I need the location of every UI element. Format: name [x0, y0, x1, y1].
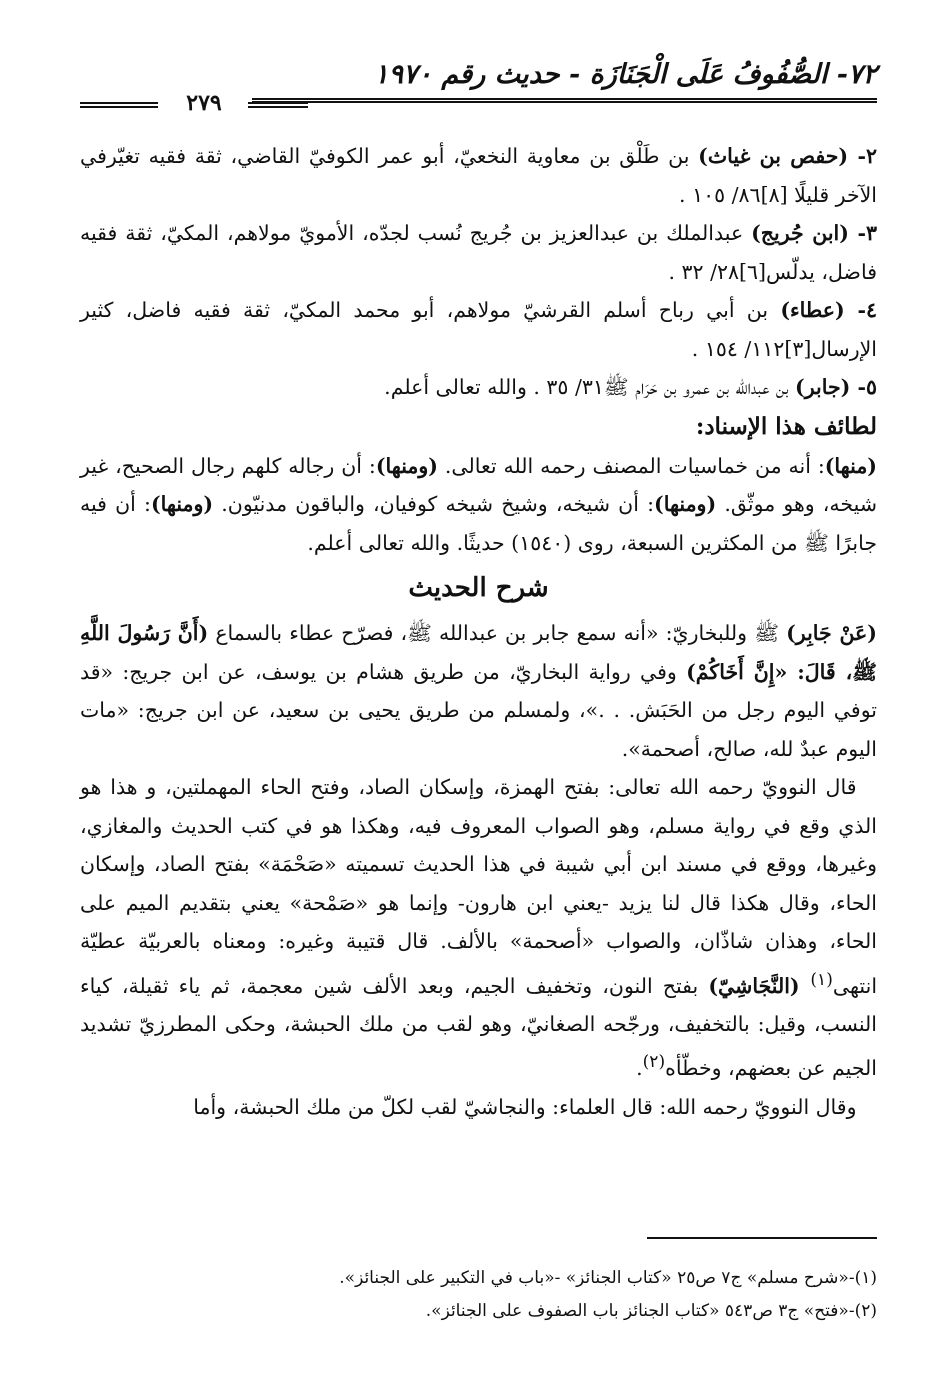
narrator-name: ٣- (ابن جُريج): [751, 221, 877, 245]
running-header-title: ٧٢- الصُّفُوفُ عَلَى الْجَنَازَة - حديث رقم ١٩٧٠: [373, 59, 877, 90]
isnad-heading: لطائف هذا الإسناد:: [695, 412, 877, 440]
header-rule: [80, 102, 158, 111]
isnad-paragraph: [80, 447, 877, 563]
sharh-heading: شرح الحديث: [408, 573, 549, 603]
narrator-name: ٤- (عطاء): [780, 298, 878, 322]
footnotes: [80, 1262, 877, 1328]
footnote-ref[interactable]: (١): [810, 969, 833, 990]
commentary-text: ﷺ وللبخاريّ: «أنه سمع جابر بن عبدالله ﷺ، فصرّح عطاء بالسماع: [208, 621, 787, 645]
point-label: (ومنها): [654, 492, 717, 516]
narrator-bio: بن طَلْق بن معاوية النخعيّ، أبو عمر الكوفيّ القاضي، ثقة فقيه تغيّرفي الآخر قليلًا [٨]٨٦/ ١٠٥ .: [80, 144, 877, 207]
narrator-bio: بن عبدالله بن عمرو بن حَرَام ﷺ٣١/ ٣٥ . والله تعالى أعلم.: [384, 375, 795, 399]
point-text: : أن رجاله كلهم رجال الصحيح، غير شيخه، وهو موثّق.: [80, 453, 878, 516]
footnote: (٢)-«فتح» ج٣ ص٥٤٣ «كتاب الجنائز باب الصفوف على الجنائز».: [425, 1301, 877, 1321]
footnote-divider: [647, 1237, 877, 1239]
narrator-name: ٥- (جابر): [795, 375, 877, 399]
point-label: (منها): [824, 453, 877, 478]
header-rule: [252, 98, 877, 106]
point-text: : أنه من خماسيات المصنف رحمه الله تعالى.: [437, 453, 825, 478]
header-rule: [248, 102, 308, 111]
footnote: (١)-«شرح مسلم» ج٧ ص٢٥ «كتاب الجنائز» -«باب في التكبير على الجنائز».: [339, 1268, 877, 1288]
sharh-paragraph: [80, 768, 877, 1088]
sharh-paragraph: [80, 614, 877, 768]
commentary-text: قال النوويّ رحمه الله تعالى: بفتح الهمزة، وإسكان الصاد، وفتح الحاء المهملتين، و هذا هو الذي وقع في رواية مسلم، وهو الصواب المعروف فيه، وهكذا هو في كتب الحديث والمغازي، وغيرها، ووقع في مسند ابن أبي شيبة في هذا الحديث تسميته «صَحْمَة» بفتح الصاد، وإسكان الحاء، وقال هكذا قال لنا يزيد -يعني ابن هارون- وإنما هو «صَمْحة» يعني بتقديم الميم على الحاء، وهذان شاذّان، والصواب «أصحمة» بالألف. قال قتيبة وغيره: ومعناه بالعربيّة عطيّة انتهى: [80, 775, 878, 998]
commentary-text: بفتح النون، وتخفيف الجيم، وبعد الألف شين معجمة، ثم ياء ثقيلة، كياء النسب، وقيل: بالتخفيف، ورجّحه الصغانيّ، وهو لقب من ملك الحبشة، وحكى المطرزيّ تشديد الجيم عن بعضهم، وخطّأه: [80, 973, 877, 1081]
point-text: : أن شيخه، وشيخ شيخه كوفيان، والباقون مدنيّون.: [213, 492, 654, 516]
hadith-quote: (عَنْ جَابِر): [786, 621, 877, 645]
main-text: [80, 137, 877, 1126]
narrator-name: ٢- (حفص بن غياث): [698, 144, 877, 168]
commentary-text: وفي رواية البخاريّ، من طريق هشام بن يوسف، عن ابن جريج: «قد توفي اليوم رجل من الحَبَش. . .»، ولمسلم من طريق يحيى بن سعيد، عن ابن جريج: «مات اليوم عبدٌ لله، صالح، أصحمة».: [80, 659, 877, 761]
narrator-entry: [80, 137, 877, 214]
sharh-paragraph: [80, 1088, 877, 1127]
hadith-quote: (النَّجَاشِيّ): [708, 973, 811, 998]
narrator-bio: بن أبي رباح أسلم القرشيّ مولاهم، أبو محمد المكيّ، ثقة فقيه فاضل، كثير الإرسال[٣]١١٢/ ١٥٤ .: [80, 298, 877, 361]
narrator-entry: [80, 214, 877, 291]
commentary-text: .: [636, 1056, 643, 1081]
point-text: : أن فيه جابرًا ﷺ من المكثرين السبعة، روى (١٥٤٠) حديثًا. والله تعالى أعلم.: [80, 492, 877, 555]
hadith-quote: (أَنَّ رَسُولَ اللَّهِ ﷺ، قَالَ: «إِنَّ أَخَاكُمْ): [80, 621, 877, 684]
narrator-entry: [80, 291, 877, 368]
narrator-entry: [80, 368, 877, 407]
footnote-ref[interactable]: (٢): [642, 1052, 666, 1073]
commentary-text: وقال النوويّ رحمه الله: قال العلماء: والنجاشيّ لقب لكلّ من ملك الحبشة، وأما: [193, 1094, 857, 1119]
narrator-bio: عبدالملك بن عبدالعزيز بن جُريج نُسب لجدّه، الأمويّ مولاهم، المكيّ، ثقة فقيه فاضل، يدلّس[٦]٢٨/ ٣٢ .: [80, 221, 877, 284]
point-label: (ومنها): [150, 492, 214, 516]
page-number: ٢٧٩: [186, 90, 222, 116]
running-header: [80, 58, 877, 116]
point-label: (ومنها): [375, 453, 438, 478]
